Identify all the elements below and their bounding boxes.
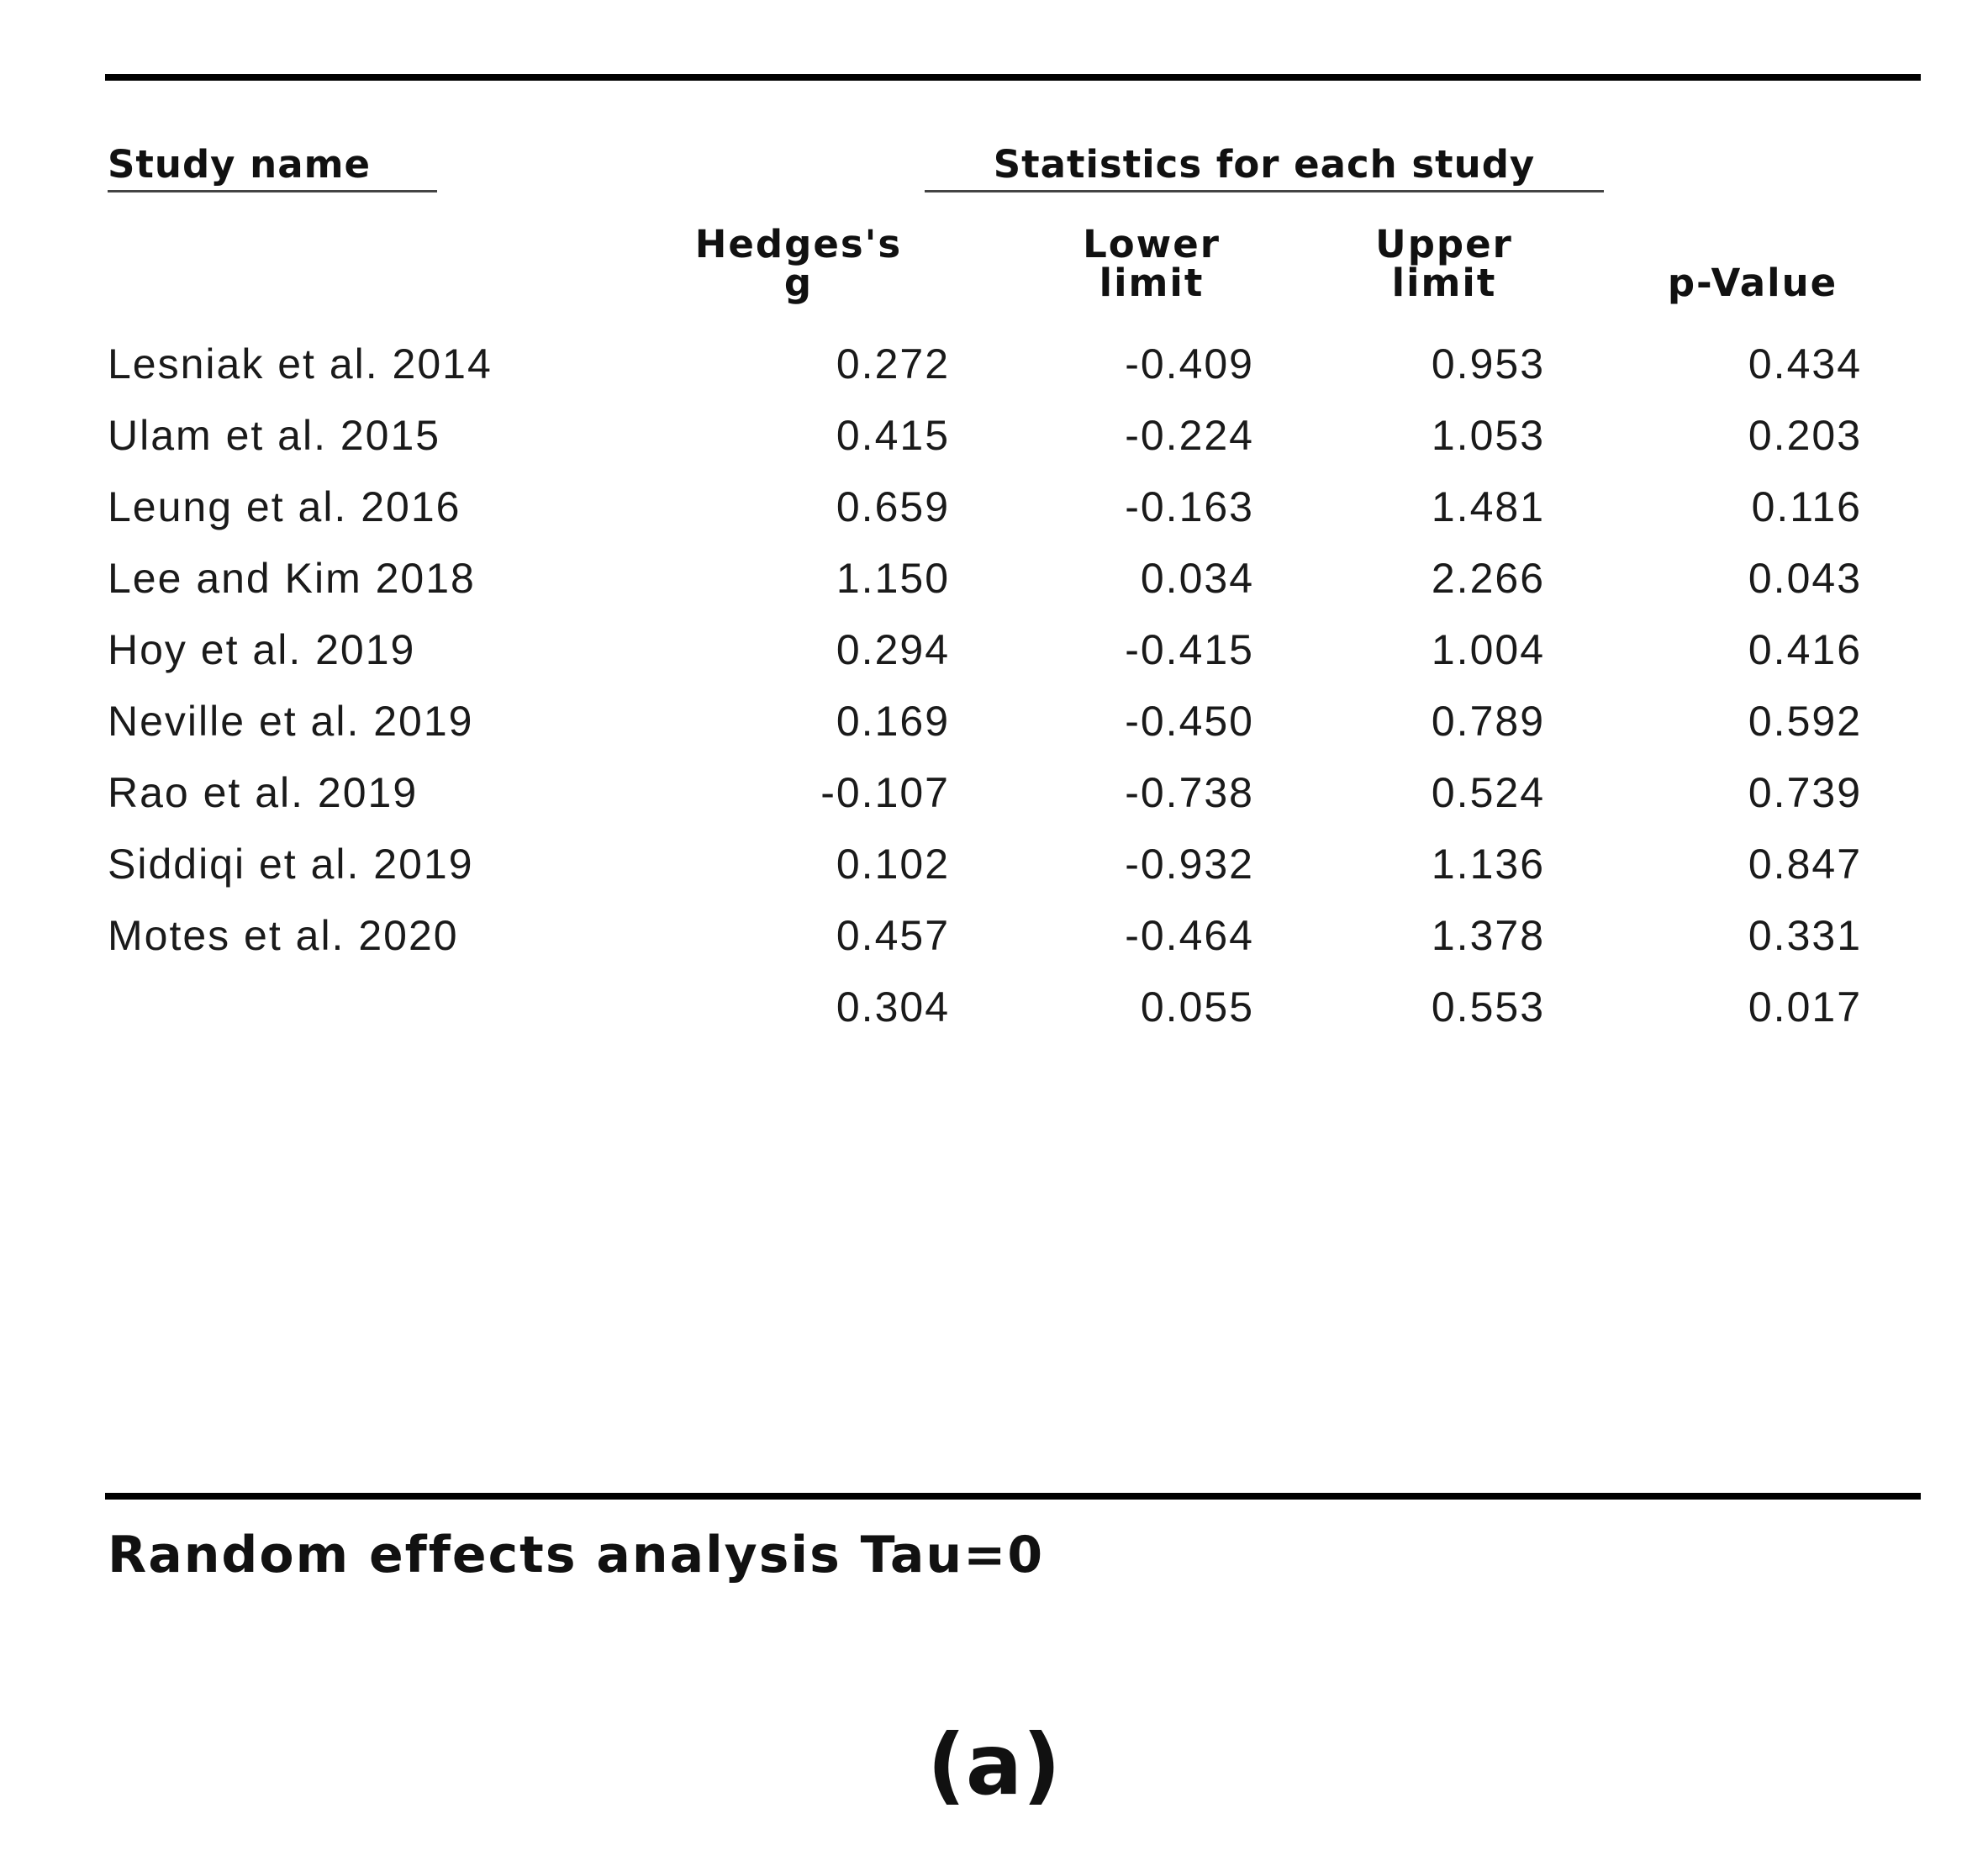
- upper-limit-cell: 1.481: [1431, 483, 1545, 530]
- lower-limit-cell: 0.055: [1140, 983, 1254, 1031]
- p-value-cell: 0.017: [1748, 983, 1862, 1031]
- upper-limit-cell: 0.553: [1431, 983, 1545, 1031]
- upper-limit-cell: 1.378: [1431, 912, 1545, 959]
- lower-limit-cell: -0.450: [1125, 698, 1254, 745]
- study-name-cell: Ulam et al. 2015: [108, 412, 441, 459]
- study-name-cell: Leung et al. 2016: [108, 483, 461, 530]
- upper-limit-cell: 1.136: [1431, 841, 1545, 888]
- bottom-rule: [105, 1493, 1921, 1500]
- study-name-cell: Siddiqi et al. 2019: [108, 841, 474, 888]
- p-value-cell: 0.847: [1748, 841, 1862, 888]
- table-row: [0, 828, 1988, 900]
- upper-limit-cell: 1.053: [1431, 412, 1545, 459]
- column-header-line: p-Value: [1667, 261, 1838, 305]
- p-value-cell: 0.043: [1748, 555, 1862, 602]
- lower-limit-cell: -0.409: [1125, 340, 1254, 387]
- statistics-group-header: Statistics for each study: [925, 143, 1604, 192]
- study-name-cell: Lesniak et al. 2014: [108, 340, 493, 387]
- p-value-cell: 0.416: [1748, 626, 1862, 673]
- analysis-label: Random effects analysis Tau=0: [108, 1526, 1045, 1584]
- table-row: [0, 542, 1988, 614]
- hedges-g-cell: 0.659: [836, 483, 950, 530]
- hedges-g-cell: 0.457: [836, 912, 950, 959]
- lower-limit-cell: -0.163: [1125, 483, 1254, 530]
- hedges-g-cell: 0.272: [836, 340, 950, 387]
- study-name-cell: Lee and Kim 2018: [108, 555, 476, 602]
- column-header-line: limit: [1099, 261, 1205, 305]
- table-row: [0, 328, 1988, 400]
- lower-limit-cell: -0.464: [1125, 912, 1254, 959]
- lower-limit-cell: 0.034: [1140, 555, 1254, 602]
- table-row: [0, 471, 1988, 543]
- column-header-hedges-g: [672, 222, 925, 305]
- hedges-g-cell: -0.107: [820, 769, 950, 816]
- hedges-g-cell: 0.415: [836, 412, 950, 459]
- p-value-cell: 0.116: [1751, 483, 1862, 530]
- hedges-g-cell: 1.150: [836, 555, 950, 602]
- study-name-cell: Motes et al. 2020: [108, 912, 459, 959]
- table-row: [0, 685, 1988, 757]
- column-header-upper-limit: [1318, 222, 1570, 305]
- column-header-line: limit: [1391, 261, 1497, 305]
- upper-limit-cell: 0.953: [1431, 340, 1545, 387]
- column-header-lower-limit: [1026, 222, 1278, 305]
- p-value-cell: 0.434: [1748, 340, 1862, 387]
- hedges-g-cell: 0.294: [836, 626, 950, 673]
- upper-limit-cell: 2.266: [1431, 555, 1545, 602]
- lower-limit-cell: -0.415: [1125, 626, 1254, 673]
- upper-limit-cell: 1.004: [1431, 626, 1545, 673]
- summary-row: [0, 971, 1988, 1043]
- p-value-cell: 0.592: [1748, 698, 1862, 745]
- p-value-cell: 0.331: [1748, 912, 1862, 959]
- upper-limit-cell: 0.789: [1431, 698, 1545, 745]
- study-name-cell: Hoy et al. 2019: [108, 626, 416, 673]
- hedges-g-cell: 0.304: [836, 983, 950, 1031]
- top-rule: [105, 74, 1921, 81]
- lower-limit-cell: -0.738: [1125, 769, 1254, 816]
- lower-limit-cell: -0.932: [1125, 841, 1254, 888]
- upper-limit-cell: 0.524: [1431, 769, 1545, 816]
- column-header-line: Hedges's: [694, 222, 903, 266]
- p-value-cell: 0.739: [1748, 769, 1862, 816]
- study-name-header: Study name: [108, 143, 437, 192]
- column-header-line: Lower: [1083, 222, 1221, 266]
- hedges-g-cell: 0.102: [836, 841, 950, 888]
- table-row: [0, 757, 1988, 829]
- table-row: [0, 899, 1988, 972]
- table-row: [0, 614, 1988, 686]
- column-header-p-value: [1627, 261, 1879, 305]
- hedges-g-cell: 0.169: [836, 698, 950, 745]
- study-name-cell: Neville et al. 2019: [108, 698, 474, 745]
- panel-label: (a): [927, 1716, 1061, 1814]
- lower-limit-cell: -0.224: [1125, 412, 1254, 459]
- column-header-line: g: [783, 261, 814, 305]
- table-row: [0, 399, 1988, 472]
- column-header-line: Upper: [1375, 222, 1513, 266]
- p-value-cell: 0.203: [1748, 412, 1862, 459]
- study-name-cell: Rao et al. 2019: [108, 769, 419, 816]
